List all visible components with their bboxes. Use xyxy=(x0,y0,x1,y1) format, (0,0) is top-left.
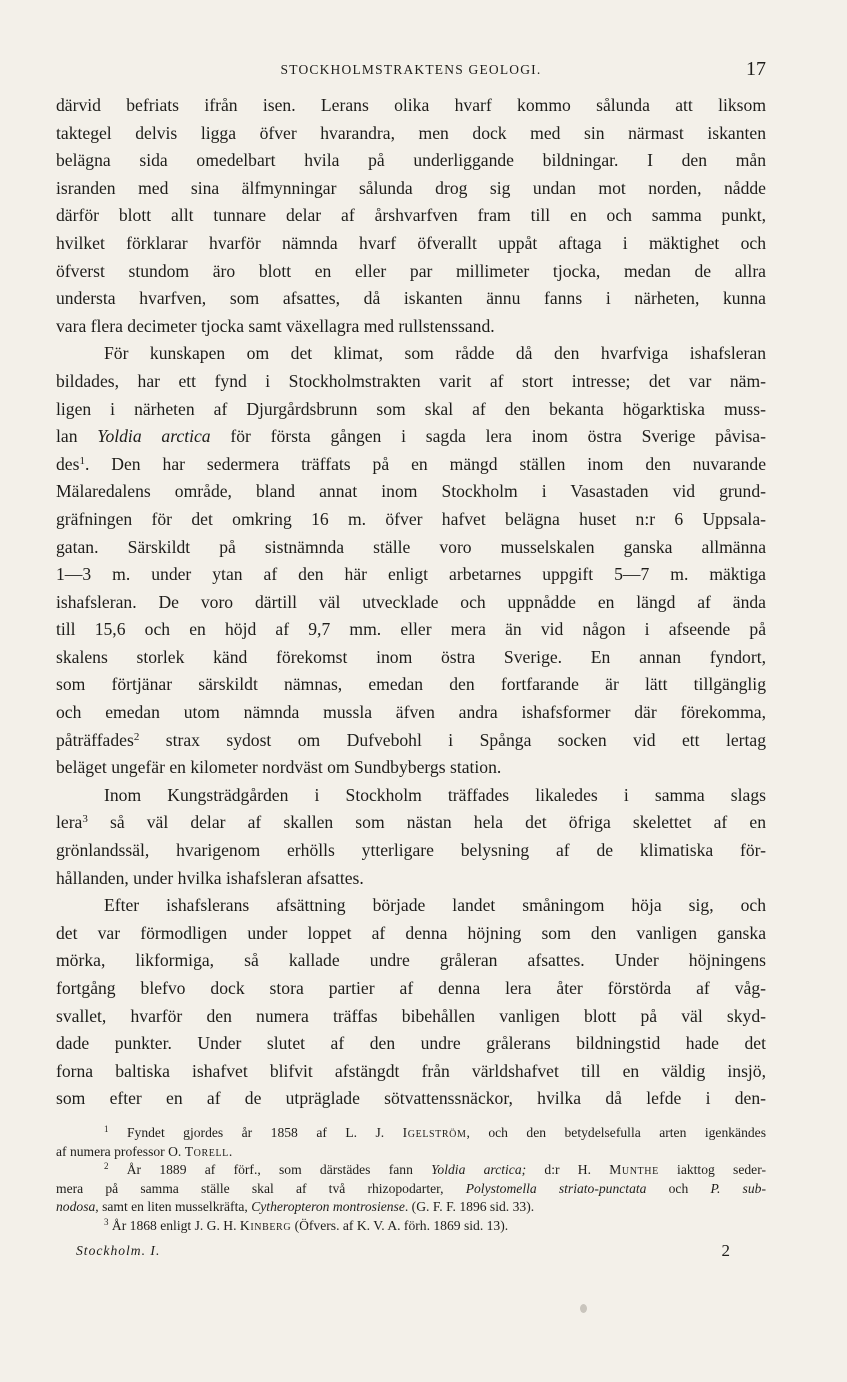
text-segment: des xyxy=(56,453,80,474)
text-line: bildades, har ett fynd i Stockholmstrakten varit af stort intresse; det var näm- xyxy=(56,370,766,391)
footnote-text: iakttog seder- xyxy=(677,1162,766,1178)
text-line: understa hvarfven, som afsattes, då iskanten ännu fanns i närheten, kunna xyxy=(56,288,766,309)
text-line: forna baltiska ishafvet blifvit afstängdt från världshafvet till en väldig insjö, xyxy=(56,1060,766,1081)
page-header xyxy=(56,58,766,82)
footnote-text: År 1868 enligt J. G. H. xyxy=(108,1217,237,1233)
text-segment: lera xyxy=(56,812,83,833)
text-line: till 15,6 och en höjd af 9,7 mm. eller mera än vid någon i afseende på xyxy=(56,619,766,640)
text-line: därvid befriats ifrån isen. Lerans olika hvarf kommo sålunda att liksom xyxy=(56,95,766,115)
text-segment: lan xyxy=(56,426,78,447)
text-segment: så väl delar af skallen som nästan hela det öfriga skelettet af en xyxy=(87,812,766,833)
text-line xyxy=(56,727,766,755)
paragraph-2 xyxy=(56,340,766,782)
footnote-text: . (G. F. F. 1896 sid. 33). xyxy=(404,1199,535,1215)
text-line: belägna sida omedelbart hvila på underliggande bildningar. I den mån xyxy=(56,150,766,171)
text-line: vara flera decimeter tjocka samt växellagra med rullstenssand. xyxy=(56,315,495,336)
signature-line xyxy=(76,1243,730,1263)
text-segment: påträffades xyxy=(56,729,134,750)
footnote-2-cont xyxy=(56,1180,766,1199)
paragraph-1 xyxy=(56,92,766,340)
footnote-text: (Öfvers. af K. V. A. förh. 1869 sid. 13). xyxy=(294,1217,509,1233)
paper-speck xyxy=(580,1304,587,1313)
signature-mark: 2 xyxy=(721,1241,730,1260)
footnote-1 xyxy=(56,1124,766,1143)
species-name: Polystomella striato-punctata xyxy=(465,1180,647,1196)
footnote-text: . xyxy=(228,1143,233,1159)
text-line: isranden med sina älfmynningar sålunda drog sig undan mot norden, nådde xyxy=(56,177,766,198)
footnotes xyxy=(56,1124,766,1236)
signature-label: Stockholm. I. xyxy=(76,1243,161,1258)
author-name: Munthe xyxy=(609,1162,659,1178)
footnote-text: mera på samma ställe skal af två rhizopodarter, xyxy=(56,1180,444,1196)
footnote-text: , och den betydelsefulla arten igenkändes xyxy=(466,1125,766,1140)
footnote-text: Fyndet gjordes år 1858 af L. J. xyxy=(108,1125,385,1140)
text-segment: strax sydost om Dufvebohl i Spånga socken vid ett lertag xyxy=(139,729,766,750)
text-segment: för första gången i sagda lera inom östra Sverige påvisa- xyxy=(230,426,766,447)
text-line: taktegel delvis ligga öfver hvarandra, men dock med sin närmast iskanten xyxy=(56,122,766,143)
text-line: som förtjänar särskildt nämnas, emedan den fortfarande är lätt tillgänglig xyxy=(56,674,766,695)
body-text xyxy=(56,92,766,1113)
footnote-text: och xyxy=(668,1180,689,1196)
text-line: 1—3 m. under ytan af den här enligt arbetarnes uppgift 5—7 m. mäktiga xyxy=(56,564,766,585)
text-line: För kunskapen om det klimat, som rådde då den hvarfviga ishafsleran xyxy=(104,343,766,364)
text-line: därför blott allt tunnare delar af årshvarfven fram till en och samma punkt, xyxy=(56,205,766,226)
text-line: det var förmodligen under loppet af denna höjning som den vanligen ganska xyxy=(56,922,766,943)
page-number: 17 xyxy=(746,58,766,80)
text-line: Efter ishafslerans afsättning började landet småningom höja sig, och xyxy=(104,895,766,916)
footnote-ref: 1 xyxy=(79,454,85,467)
footnote-text: af numera professor O. xyxy=(56,1143,182,1159)
text-line: Mälaredalens område, bland annat inom Stockholm i Vasastaden vid grund- xyxy=(56,481,766,502)
paragraph-4 xyxy=(56,892,766,1113)
footnote-text: År 1889 af förf., som därstädes fann xyxy=(108,1162,413,1178)
text-line: hållanden, under hvilka ishafsleran afsattes. xyxy=(56,867,364,888)
text-line: skalens storlek känd förekomst inom östra Sverige. En annan fyndort, xyxy=(56,646,766,667)
text-line xyxy=(56,423,766,451)
footnote-text: , samt en liten musselkräfta, xyxy=(95,1199,248,1215)
species-name: Yoldia arctica; xyxy=(431,1162,527,1178)
footnote-mark: 2 xyxy=(104,1161,109,1172)
text-line: fortgång blefvo dock stora partier af denna lera åter förstörda af våg- xyxy=(56,978,766,998)
text-line: öfverst stundom äro blott en eller par millimeter tjocka, medan de allra xyxy=(56,260,766,281)
text-line: som efter en af de utpräglade sötvattenssnäckor, hvilka då lefde i den- xyxy=(56,1088,766,1109)
footnote-text: d:r H. xyxy=(544,1162,591,1178)
footnote-2-cont xyxy=(56,1198,766,1217)
text-line: gatan. Särskildt på sistnämnda ställe voro musselskalen ganska allmänna xyxy=(56,536,766,557)
author-name: Torell xyxy=(184,1143,229,1159)
paragraph-3 xyxy=(56,782,766,892)
running-title: STOCKHOLMSTRAKTENS GEOLOGI. xyxy=(280,62,542,77)
text-line: och emedan utom nämnda mussla äfven andra ishafsformer där förekomma, xyxy=(56,702,766,723)
text-line: beläget ungefär en kilometer nordväst om Sundbybergs station. xyxy=(56,757,502,778)
footnote-mark: 1 xyxy=(104,1124,109,1134)
footnote-2 xyxy=(56,1161,766,1180)
text-line: svallet, hvarför den numera träffas bibehållen vanligen blott på väl skyd- xyxy=(56,1005,766,1026)
text-line: mörka, likformiga, så kallade undre gråleran afsattes. Under höjningens xyxy=(56,950,766,971)
species-name: P. sub- xyxy=(710,1180,766,1196)
species-name: Yoldia arctica xyxy=(97,426,211,447)
author-name: Kinberg xyxy=(239,1217,292,1233)
species-name: Cytheropteron montrosiense xyxy=(251,1199,405,1215)
footnote-mark: 3 xyxy=(104,1216,109,1227)
footnote-3 xyxy=(56,1217,766,1236)
text-line: dade punkter. Under slutet af den undre grålerans bildningstid hade det xyxy=(56,1033,766,1054)
text-line xyxy=(56,809,766,837)
species-name: nodosa xyxy=(56,1199,96,1215)
text-line: ligen i närheten af Djurgårdsbrunn som skal af den bekanta högarktiska muss- xyxy=(56,398,766,419)
text-segment: . Den har sedermera träffats på en mängd ställen inom den nuvarande xyxy=(84,453,766,474)
text-line: Inom Kungsträdgården i Stockholm träffades likaledes i samma slags xyxy=(104,784,766,805)
text-line xyxy=(56,451,766,479)
footnote-ref: 2 xyxy=(133,730,140,743)
text-line: ishafsleran. De voro därtill väl utvecklade och uppnådde en längd af ända xyxy=(56,591,766,612)
text-line: gräfningen för det omkring 16 m. öfver hafvet belägna huset n:r 6 Uppsala- xyxy=(56,508,766,529)
text-line: grönlandssäl, hvarigenom erhölls ytterligare belysning af de klimatiska för- xyxy=(56,840,766,861)
footnote-ref: 3 xyxy=(82,813,88,826)
text-line: hvilket förklarar hvarför nämnda hvarf öfverallt uppåt aftaga i mäktighet och xyxy=(56,232,766,253)
footnote-1-cont xyxy=(56,1143,766,1162)
author-name: Igelström xyxy=(402,1125,467,1140)
